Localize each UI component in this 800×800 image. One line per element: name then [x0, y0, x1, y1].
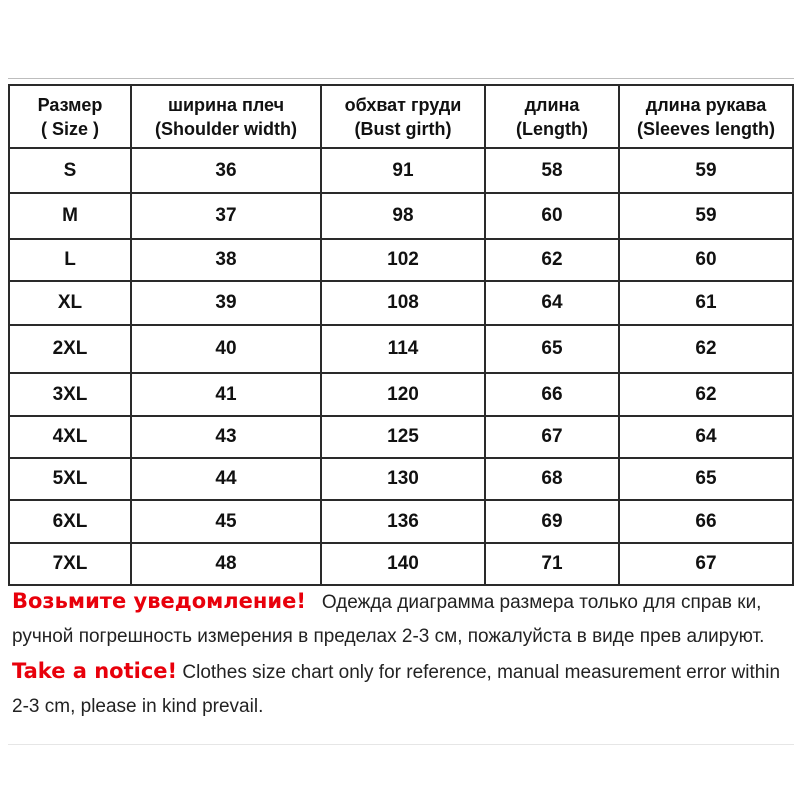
notice-ru: [12, 584, 794, 654]
size-table: [8, 84, 794, 586]
header-line-ru: ширина плеч: [167, 94, 285, 115]
cell-size: M: [9, 193, 131, 239]
header-bust-girth: [321, 85, 485, 148]
cell-bust-girth: 125: [321, 416, 485, 458]
notice-en-heading: Take a notice!: [12, 659, 178, 683]
cell-shoulder-width: 39: [131, 281, 321, 325]
cell-bust-girth: 108: [321, 281, 485, 325]
cell-length: 69: [485, 500, 619, 543]
header-line-en: (Bust girth): [354, 118, 452, 139]
cell-bust-girth: 102: [321, 239, 485, 281]
cell-sleeves-length: 62: [619, 373, 793, 416]
header-line-ru: длина рукава: [645, 94, 767, 115]
cell-length: 67: [485, 416, 619, 458]
header-sleeves-length: [619, 85, 793, 148]
cell-shoulder-width: 41: [131, 373, 321, 416]
cell-bust-girth: 130: [321, 458, 485, 500]
cell-length: 60: [485, 193, 619, 239]
notice-en-text: Clothes size chart only for reference, manual measurement error within 2-3 cm, please in kind prevail.: [12, 662, 781, 717]
cell-shoulder-width: 38: [131, 239, 321, 281]
top-divider: [8, 78, 794, 79]
cell-bust-girth: 136: [321, 500, 485, 543]
cell-size: XL: [9, 281, 131, 325]
table-row: [9, 193, 793, 239]
cell-sleeves-length: 60: [619, 239, 793, 281]
cell-shoulder-width: 40: [131, 325, 321, 373]
cell-size: L: [9, 239, 131, 281]
header-line-en: (Sleeves length): [636, 118, 776, 139]
cell-shoulder-width: 36: [131, 148, 321, 193]
cell-shoulder-width: 48: [131, 543, 321, 585]
header-line-ru: Размер: [37, 94, 103, 115]
cell-size: S: [9, 148, 131, 193]
table-row: [9, 281, 793, 325]
header-size: [9, 85, 131, 148]
header-line-en: ( Size ): [40, 118, 99, 139]
cell-shoulder-width: 44: [131, 458, 321, 500]
table-row: [9, 239, 793, 281]
cell-bust-girth: 120: [321, 373, 485, 416]
cell-sleeves-length: 62: [619, 325, 793, 373]
notice-section: [12, 584, 794, 724]
header-line-ru: длина: [524, 94, 580, 115]
table-row: [9, 416, 793, 458]
cell-length: 66: [485, 373, 619, 416]
cell-sleeves-length: 65: [619, 458, 793, 500]
cell-size: 3XL: [9, 373, 131, 416]
cell-length: 58: [485, 148, 619, 193]
cell-length: 65: [485, 325, 619, 373]
cell-length: 71: [485, 543, 619, 585]
cell-length: 62: [485, 239, 619, 281]
cell-sleeves-length: 66: [619, 500, 793, 543]
cell-shoulder-width: 37: [131, 193, 321, 239]
header-line-en: (Length): [516, 118, 588, 139]
cell-sleeves-length: 61: [619, 281, 793, 325]
header-length: [485, 85, 619, 148]
table-row: [9, 458, 793, 500]
header-shoulder-width: [131, 85, 321, 148]
bottom-divider: [8, 744, 794, 745]
header-line-en: (Shoulder width): [155, 118, 297, 139]
table-row: [9, 543, 793, 585]
cell-shoulder-width: 43: [131, 416, 321, 458]
notice-en: [12, 654, 794, 724]
cell-size: 7XL: [9, 543, 131, 585]
cell-length: 64: [485, 281, 619, 325]
cell-size: 2XL: [9, 325, 131, 373]
table-row: [9, 148, 793, 193]
cell-length: 68: [485, 458, 619, 500]
cell-bust-girth: 140: [321, 543, 485, 585]
table-row: [9, 325, 793, 373]
notice-ru-heading: Возьмите уведомление!: [12, 589, 306, 613]
cell-bust-girth: 114: [321, 325, 485, 373]
cell-sleeves-length: 59: [619, 148, 793, 193]
cell-size: 4XL: [9, 416, 131, 458]
cell-bust-girth: 98: [321, 193, 485, 239]
table-row: [9, 373, 793, 416]
table-row: [9, 500, 793, 543]
cell-bust-girth: 91: [321, 148, 485, 193]
cell-sleeves-length: 67: [619, 543, 793, 585]
table-header-row: [9, 85, 793, 148]
header-line-ru: обхват груди: [344, 94, 462, 115]
notice-ru-text: Одежда диаграмма размера только для справ ки, ручной погрешность измерения в пределах 2-3 см, пожалуйста в виде прев алируют.: [12, 592, 765, 647]
cell-sleeves-length: 59: [619, 193, 793, 239]
cell-size: 5XL: [9, 458, 131, 500]
cell-shoulder-width: 45: [131, 500, 321, 543]
cell-sleeves-length: 64: [619, 416, 793, 458]
cell-size: 6XL: [9, 500, 131, 543]
